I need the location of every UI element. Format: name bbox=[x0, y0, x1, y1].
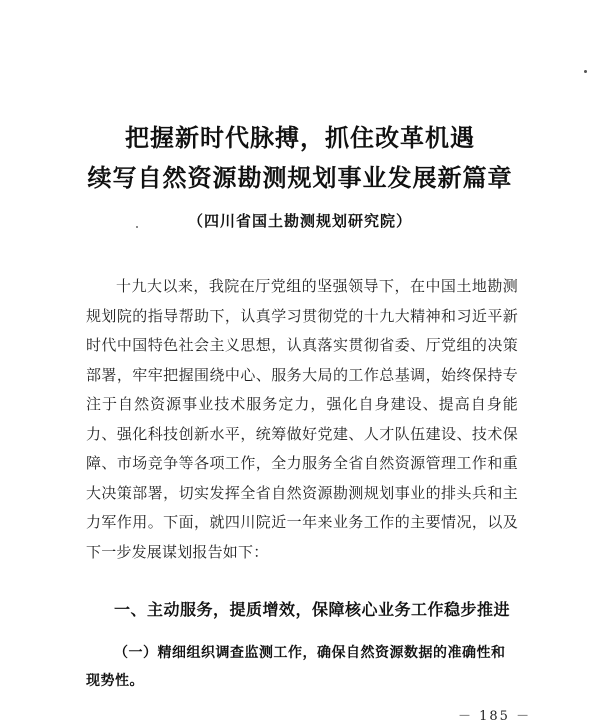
page-number: － 185 － bbox=[458, 709, 532, 724]
document-subtitle: （四川省国土勘测规划研究院） bbox=[187, 212, 412, 230]
scan-speck-small bbox=[136, 226, 138, 228]
document-title-line-1: 把握新时代脉搏，抓住改革机遇 bbox=[125, 124, 475, 152]
intro-paragraph: 十九大以来，我院在厅党组的坚强领导下，在中国土地勘测规划院的指导帮助下，认真学习贯彻党的十九大精神和习近平新时代中国特色社会主义思想，认真落实贯彻省委、厅党组的决策部署，牢牢把握围绕中心、服务大局的工作总基调，始终保持专注于自然资源事业技术服务定力，强化自身建设、提高自身能力、强化科技创新水平，统筹做好党建、人才队伍建设、技术保障、市场竞争等各项工作，全力服务全省自然资源管理工作和重大决策部署，切实发挥全省自然资源勘测规划事业的排头兵和主力军作用。下面，就四川院近一年来业务工作的主要情况，以及下一步发展谋划报告如下： bbox=[86, 277, 518, 561]
section-heading: 一、主动服务，提质增效，保障核心业务工作稳步推进 bbox=[114, 600, 511, 619]
document-title-line-2: 续写自然资源勘测规划事业发展新篇章 bbox=[87, 164, 513, 192]
subsection-heading: （一）精细组织调查监测工作，确保自然资源数据的准确性和现势性。 bbox=[86, 645, 506, 689]
scan-speck bbox=[584, 70, 587, 73]
